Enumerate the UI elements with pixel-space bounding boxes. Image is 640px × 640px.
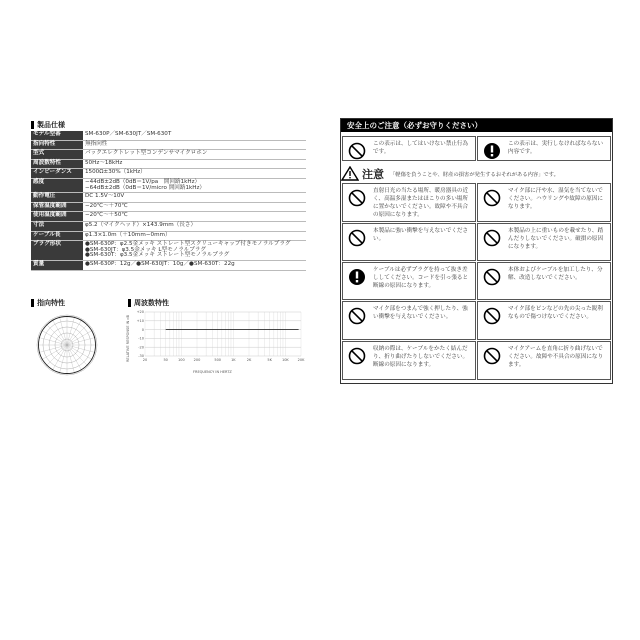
spec-row xyxy=(31,169,306,179)
spec-value-line: バックエレクトレット型コンデンサマイクロホン xyxy=(85,150,208,157)
warning-triangle-icon xyxy=(341,166,359,181)
polar-heading xyxy=(31,298,65,308)
prohibition-icon xyxy=(483,268,501,290)
freq-ytick-label: -20 xyxy=(138,345,144,350)
spec-row xyxy=(31,221,306,231)
polar-grid-spoke xyxy=(46,324,67,345)
prohibition-icon xyxy=(348,307,366,329)
freq-xtick-label: 10K xyxy=(281,358,289,362)
safety-item xyxy=(477,262,611,300)
safety-item-text: 本製品に強い衝撃を与えないでください。 xyxy=(373,228,469,243)
freq-ytick-label: -30 xyxy=(138,354,144,359)
heading-bar xyxy=(31,121,34,129)
safety-notice-box xyxy=(340,118,613,384)
safety-item-text: 直射日光の当たる場所、暖房器具の近く、高温多湿またはほこりの多い場所に置かないでください。故障や不具合の原因になります。 xyxy=(373,188,469,219)
safety-item-text: マイク部をつまんで強く押したり、強い衝撃を与えないでください。 xyxy=(373,306,468,321)
safety-item xyxy=(477,136,611,161)
spec-key: ケーブル長 xyxy=(31,231,83,241)
freq-heading-label: 周波数特性 xyxy=(134,299,169,307)
freq-xtick-label: 20K xyxy=(297,358,305,362)
safety-item xyxy=(342,183,476,222)
safety-item xyxy=(342,301,476,340)
freq-ytick-label: 0 xyxy=(141,327,144,332)
spec-value xyxy=(83,221,306,231)
safety-item-text: マイク部をピンなどの先の尖った鋭利なもので傷つけないでください。 xyxy=(508,306,603,321)
heading-bar xyxy=(31,299,34,307)
spec-row xyxy=(31,231,306,241)
polar-grid-spoke xyxy=(67,345,82,371)
spec-value-line: SM-630P／SM-630JT／SM-630T xyxy=(85,131,172,137)
spec-value-line: ●SM-630P：φ2.5金メッキ ストレート型スクリューキャップ付きモノラルプラグ xyxy=(85,241,291,248)
spec-key: 動作電圧 xyxy=(31,193,83,203)
spec-value-line: ●SM-630JT：φ3.5金メッキ L型モノラルプラグ xyxy=(85,246,206,253)
safety-item-text: この表示は、実行しなければならない内容です。 xyxy=(508,141,604,156)
safety-item-text: 本製品の上に重いものを載せたり、踏んだりしないでください。破損の原因になります。 xyxy=(508,228,604,251)
spec-value-line: 1500Ω±30%（1kHz） xyxy=(85,169,146,176)
spec-key: 使用温度範囲 xyxy=(31,212,83,222)
safety-item xyxy=(342,223,476,261)
spec-row xyxy=(31,212,306,222)
spec-row xyxy=(31,241,306,261)
spec-row xyxy=(31,140,306,150)
freq-xtick-label: 20 xyxy=(142,358,148,362)
safety-item xyxy=(342,262,476,300)
spec-value xyxy=(83,159,306,169)
spec-key: 型式 xyxy=(31,150,83,160)
spec-value-line: −44dB±2dB（0dB＝1V/pa 開回路1kHz） xyxy=(85,178,201,185)
safety-item xyxy=(477,183,611,222)
spec-value-line: DC 1.5V〜10V xyxy=(85,193,125,200)
spec-value-line: −20℃〜＋50℃ xyxy=(85,212,128,219)
safety-item-text: マイクアームを直角に折り曲げないでください。故障や不具合の原因になります。 xyxy=(508,346,604,369)
freq-xtick-label: 5K xyxy=(267,358,272,362)
polar-grid-spoke xyxy=(67,319,82,345)
polar-grid-spoke xyxy=(41,345,67,360)
polar-grid-spoke xyxy=(41,330,67,345)
safety-item-text: マイク部に汗や水、湿気を当てないでください。ハウリングや故障の原因になります。 xyxy=(508,188,603,211)
mandatory-icon xyxy=(483,142,501,164)
freq-ytick-label: +20 xyxy=(136,310,144,315)
prohibition-icon xyxy=(348,229,366,251)
spec-row xyxy=(31,193,306,203)
spec-heading xyxy=(31,120,65,130)
spec-table xyxy=(31,131,306,271)
polar-grid-spoke xyxy=(67,345,88,366)
spec-heading-label: 製品仕様 xyxy=(37,121,65,129)
spec-row xyxy=(31,150,306,160)
freq-xtick-label: 2K xyxy=(246,358,252,362)
spec-value-line: ●SM-630P：12g／●SM-630JT：10g／●SM-630T：22g xyxy=(85,260,235,267)
freq-ylabel: RELATIVE RESPONSE IN dB xyxy=(126,315,130,362)
spec-value-line: φ5.2（マイクヘッド）×143.9mm（長さ） xyxy=(85,221,197,228)
spec-key: プラグ形状 xyxy=(31,241,83,261)
prohibition-icon xyxy=(348,142,366,164)
spec-value xyxy=(83,178,306,192)
freq-xtick-label: 200 xyxy=(193,358,201,362)
spec-key: 指向特性 xyxy=(31,140,83,150)
spec-value xyxy=(83,193,306,203)
spec-value xyxy=(83,131,306,140)
spec-value-line: 無指向性 xyxy=(85,140,108,147)
freq-xtick-label: 1K xyxy=(231,358,236,362)
polar-grid-spoke xyxy=(46,345,67,366)
spec-row xyxy=(31,202,306,212)
spec-value-line: 50Hz〜18kHz xyxy=(85,159,123,166)
polar-grid-spoke xyxy=(52,345,67,371)
prohibition-icon xyxy=(348,347,366,369)
spec-value xyxy=(83,241,306,261)
spec-value-line: φ1.3×1.0m（＋10mm−0mm） xyxy=(85,231,171,238)
spec-key: 感度 xyxy=(31,178,83,192)
prohibition-icon xyxy=(483,347,501,369)
spec-key: 質量 xyxy=(31,260,83,270)
safety-item xyxy=(342,341,476,380)
spec-key: インピーダンス xyxy=(31,169,83,179)
safety-item xyxy=(477,301,611,340)
safety-item xyxy=(342,136,476,161)
polar-heading-label: 指向特性 xyxy=(37,299,65,307)
polar-grid-spoke xyxy=(67,345,93,360)
polar-grid-spoke xyxy=(67,324,88,345)
caution-word: 注意 xyxy=(362,167,384,181)
prohibition-icon xyxy=(483,307,501,329)
mandatory-icon xyxy=(348,268,366,290)
spec-key: モデル型番 xyxy=(31,131,83,140)
safety-item xyxy=(477,223,611,261)
spec-value-line: −64dB±2dB（0dB＝1V/micro 開回路1kHz） xyxy=(85,184,206,191)
spec-value xyxy=(83,150,306,160)
caution-description: 「軽傷を負うことや、財産の損害が発生するおそれがある内容」です。 xyxy=(390,171,559,178)
freq-ytick-label: -10 xyxy=(138,336,144,341)
spec-value xyxy=(83,231,306,241)
polar-grid-spoke xyxy=(67,330,93,345)
prohibition-icon xyxy=(483,229,501,251)
spec-key: 保管温度範囲 xyxy=(31,202,83,212)
freq-xtick-label: 50 xyxy=(163,358,168,362)
polar-grid-spoke xyxy=(52,319,67,345)
freq-xtick-label: 100 xyxy=(178,358,185,362)
prohibition-icon xyxy=(483,189,501,211)
frequency-response-chart xyxy=(131,308,307,368)
freq-xlabel: FREQUENCY IN HERTZ xyxy=(193,370,232,374)
spec-value xyxy=(83,169,306,179)
spec-row xyxy=(31,131,306,140)
safety-item-text: この表示は、してはいけない禁止行為です。 xyxy=(373,141,469,156)
safety-item-text: 収納の際は、ケーブルをかたく結んだり、折り曲げたりしないでください。断線の原因になります。 xyxy=(373,346,469,369)
safety-item-text: ケーブルは必ずプラグを持って抜き差ししてください。コードを引っ張ると断線の原因になります。 xyxy=(373,267,469,290)
spec-value xyxy=(83,140,306,150)
freq-ytick-label: +10 xyxy=(136,319,144,323)
caution-header xyxy=(341,165,612,182)
spec-key: 寸法 xyxy=(31,221,83,231)
spec-value-line: ●SM-630T：φ3.5金メッキ ストレート型モノラルプラグ xyxy=(85,252,230,259)
spec-value xyxy=(83,212,306,222)
freq-xtick-label: 500 xyxy=(214,358,222,362)
spec-row xyxy=(31,260,306,270)
safety-title: 安全上のご注意（必ずお守りください） xyxy=(341,119,612,132)
heading-bar xyxy=(128,299,131,307)
safety-item-text: 本体およびケーブルを加工したり、分解、改造しないでください。 xyxy=(508,267,603,282)
freq-heading xyxy=(128,298,169,308)
prohibition-icon xyxy=(348,189,366,211)
spec-row xyxy=(31,159,306,169)
spec-row xyxy=(31,178,306,192)
spec-value xyxy=(83,260,306,270)
spec-value xyxy=(83,202,306,212)
polar-pattern-chart xyxy=(35,313,99,377)
safety-item xyxy=(477,341,611,380)
spec-key: 周波数特性 xyxy=(31,159,83,169)
spec-value-line: −20℃〜＋70℃ xyxy=(85,202,128,209)
